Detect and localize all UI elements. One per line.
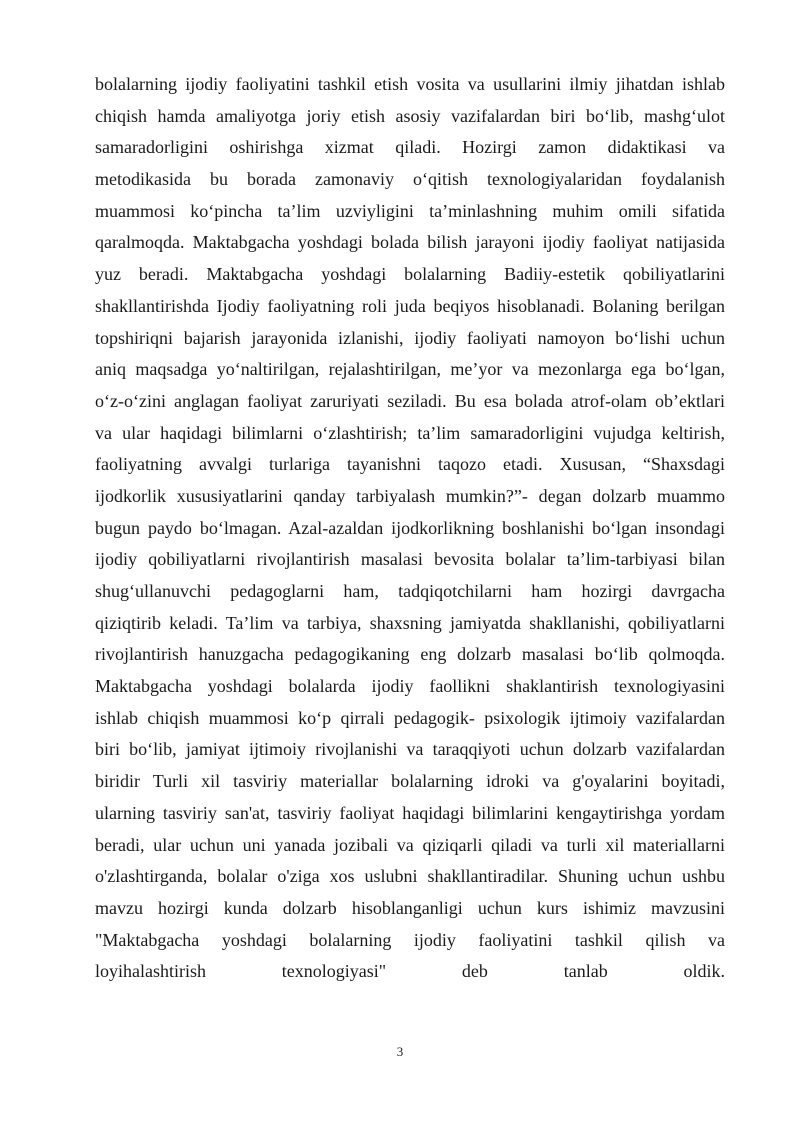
- text-line: muammosi ko‘pincha ta’lim uzviyligini ta’minlashning muhim omili sifatida: [95, 200, 725, 221]
- text-line: "Maktabgacha yoshdagi bolalarning ijodiy faoliyatini tashkil qilish va: [95, 929, 725, 950]
- text-line: beradi, ular uchun uni yanada jozibali va qiziqarli qiladi va turli xil materiallarni: [95, 834, 725, 855]
- text-line: o'zlashtirganda, bolalar o'ziga xos uslubni shakllantiradilar. Shuning uchun ushbu: [95, 866, 725, 887]
- text-line: qiziqtirib keladi. Ta’lim va tarbiya, shaxsning jamiyatda shakllanishi, qobiliyatlarni: [95, 612, 725, 633]
- text-line: shug‘ullanuvchi pedagoglarni ham, tadqiqotchilarni ham hozirgi davrgacha: [95, 581, 725, 601]
- text-line: bolalarning ijodiy faoliyatini tashkil etish vosita va usullarini ilmiy jihatdan ishlab: [95, 74, 725, 94]
- text-line: ishlab chiqish muammosi ko‘p qirrali pedagogik- psixologik ijtimoiy vazifalardan: [95, 707, 725, 728]
- text-line: biri bo‘lib, jamiyat ijtimoiy rivojlanishi va taraqqiyoti uchun dolzarb vazifalardan: [95, 739, 725, 760]
- text-line: biridir Turli xil tasviriy materiallar bolalarning idroki va g'oyalarini boyitadi,: [95, 771, 725, 792]
- text-line: ularning tasviriy san'at, tasviriy faoliyat haqidagi bilimlarini kengaytirishga yordam: [95, 802, 725, 823]
- text-line: mavzu hozirgi kunda dolzarb hisoblanganligi uchun kurs ishimiz mavzusini: [95, 897, 725, 918]
- page-number: 3: [396, 1044, 404, 1059]
- body-text: [95, 69, 725, 988]
- text-line: loyihalashtirish texnologiyasi" deb tanlab oldik.: [95, 961, 725, 982]
- text-line: aniq maqsadga yo‘naltirilgan, rejalashtirilgan, me’yor va mezonlarga ega bo‘lgan,: [95, 359, 725, 380]
- text-line: va ular haqidagi bilimlarni o‘zlashtirish; ta’lim samaradorligini vujudga keltirish,: [95, 422, 725, 443]
- text-line: topshiriqni bajarish jarayonida izlanishi, ijodiy faoliyati namoyon bo‘lishi uchun: [95, 327, 725, 348]
- text-line: chiqish hamda amaliyotga joriy etish asosiy vazifalardan biri bo‘lib, mashg‘ulot: [95, 105, 725, 126]
- text-line: faoliyatning avvalgi turlariga tayanishni taqozo etadi. Xususan, “Shaxsdagi: [95, 454, 725, 475]
- text-line: shakllantirishda Ijodiy faoliyatning roli juda beqiyos hisoblanadi. Bolaning berilgan: [95, 295, 725, 316]
- text-line: rivojlantirish hanuzgacha pedagogikaning eng dolzarb masalasi bo‘lib qolmoqda.: [95, 644, 725, 665]
- text-line: qaralmoqda. Maktabgacha yoshdagi bolada bilish jarayoni ijodiy faoliyat natijasida: [95, 232, 725, 253]
- text-line: ijodkorlik xususiyatlarini qanday tarbiyalash mumkin?”- degan dolzarb muammo: [95, 485, 725, 506]
- text-line: Maktabgacha yoshdagi bolalarda ijodiy faollikni shaklantirish texnologiyasini: [95, 676, 725, 697]
- text-line: samaradorligini oshirishga xizmat qiladi. Hozirgi zamon didaktikasi va: [95, 137, 725, 158]
- text-line: yuz beradi. Maktabgacha yoshdagi bolalarning Badiiy-estetik qobiliyatlarini: [95, 264, 725, 285]
- text-line: o‘z-o‘zini anglagan faoliyat zaruriyati seziladi. Bu esa bolada atrof-olam ob’ektlari: [95, 390, 725, 411]
- text-line: bugun paydo bo‘lmagan. Azal-azaldan ijodkorlikning boshlanishi bo‘lgan insondagi: [95, 517, 725, 538]
- text-line: metodikasida bu borada zamonaviy o‘qitish texnologiyalaridan foydalanish: [95, 169, 725, 190]
- text-line: ijodiy qobiliyatlarni rivojlantirish masalasi bevosita bolalar ta’lim-tarbiyasi bilan: [95, 549, 725, 570]
